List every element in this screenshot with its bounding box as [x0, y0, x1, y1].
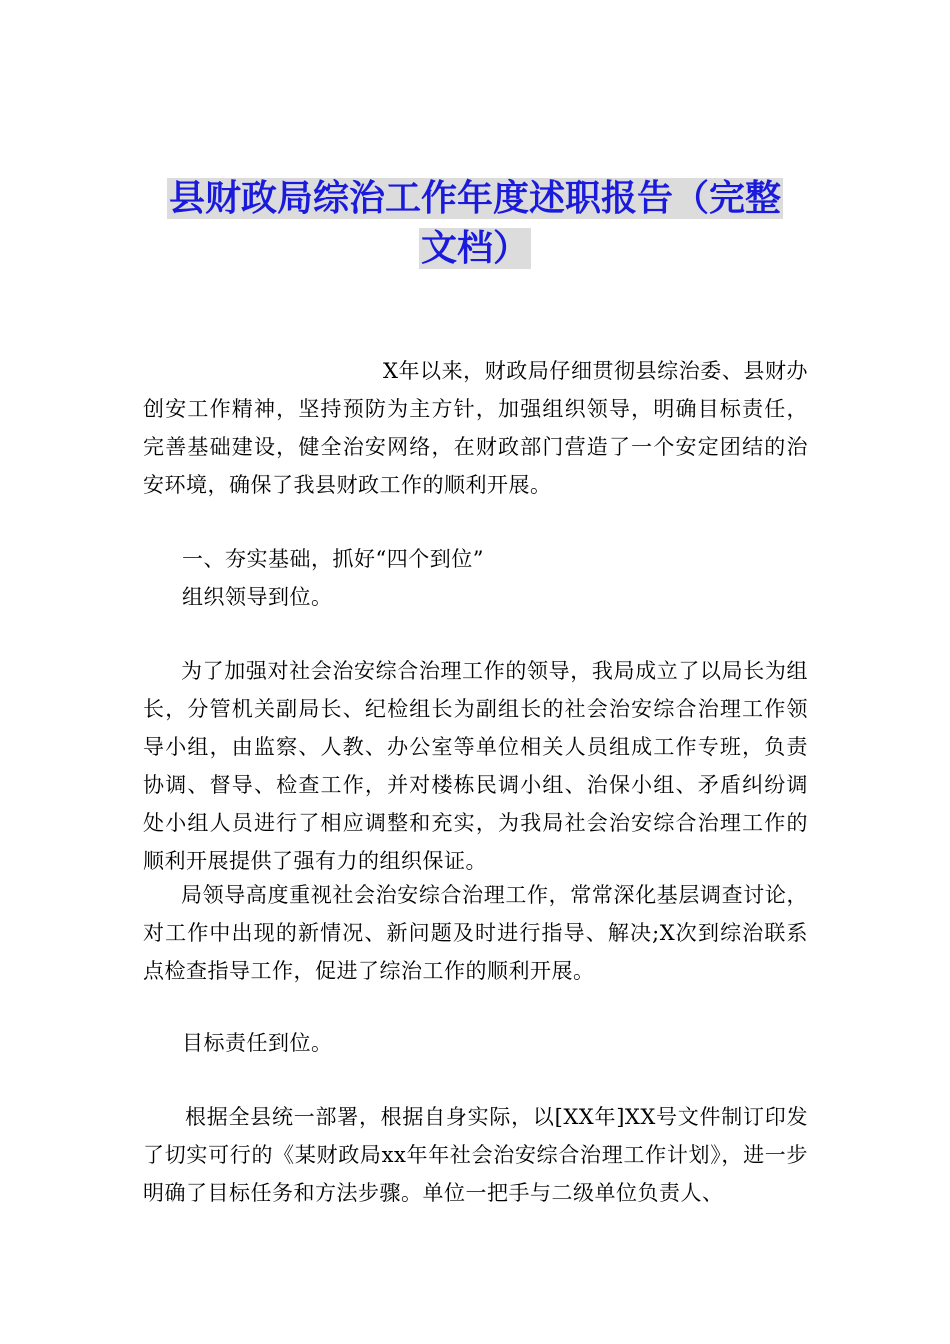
title-line-1: 县财政局综治工作年度述职报告（完整: [168, 178, 781, 219]
subheading-organization: 组织领导到位。: [182, 585, 333, 609]
title-line-2: 文档）: [420, 228, 529, 269]
intro-paragraph: X年以来，财政局仔细贯彻县综治委、县财办创安工作精神，坚持预防为主方针，加强组织领导，明确目标责任，完善基础建设，健全治安网络，在财政部门营造了一个安定团结的治安环境，确保了我县财政工作的顺利开展。: [143, 359, 808, 497]
paragraph-organization-detail: 为了加强对社会治安综合治理工作的领导，我局成立了以局长为组长，分管机关副局长、纪检组长为副组长的社会治安综合治理工作领导小组，由监察、人教、办公室等单位相关人员组成工作专班，负责协调、督导、检查工作，并对楼栋民调小组、治保小组、矛盾纠纷调处小组人员进行了相应调整和充实，为我局社会治安综合治理工作的顺利开展提供了强有力的组织保证。: [143, 659, 808, 873]
section-heading-1: 一、夯实基础，抓好“四个到位”: [182, 547, 484, 571]
paragraph-leadership: 局领导高度重视社会治安综合治理工作，常常深化基层调查讨论，对工作中出现的新情况、新问题及时进行指导、解决;X次到综治联系点检查指导工作，促进了综治工作的顺利开展。: [143, 883, 808, 983]
subheading-target-responsibility: 目标责任到位。: [182, 1031, 333, 1055]
paragraph-target-detail: 根据全县统一部署，根据自身实际，以[XX年]XX号文件制订印发了切实可行的《某财政局xx年年社会治安综合治理工作计划》，进一步明确了目标任务和方法步骤。单位一把手与二级单位负责人、: [143, 1105, 808, 1205]
document-title: [140, 174, 810, 274]
